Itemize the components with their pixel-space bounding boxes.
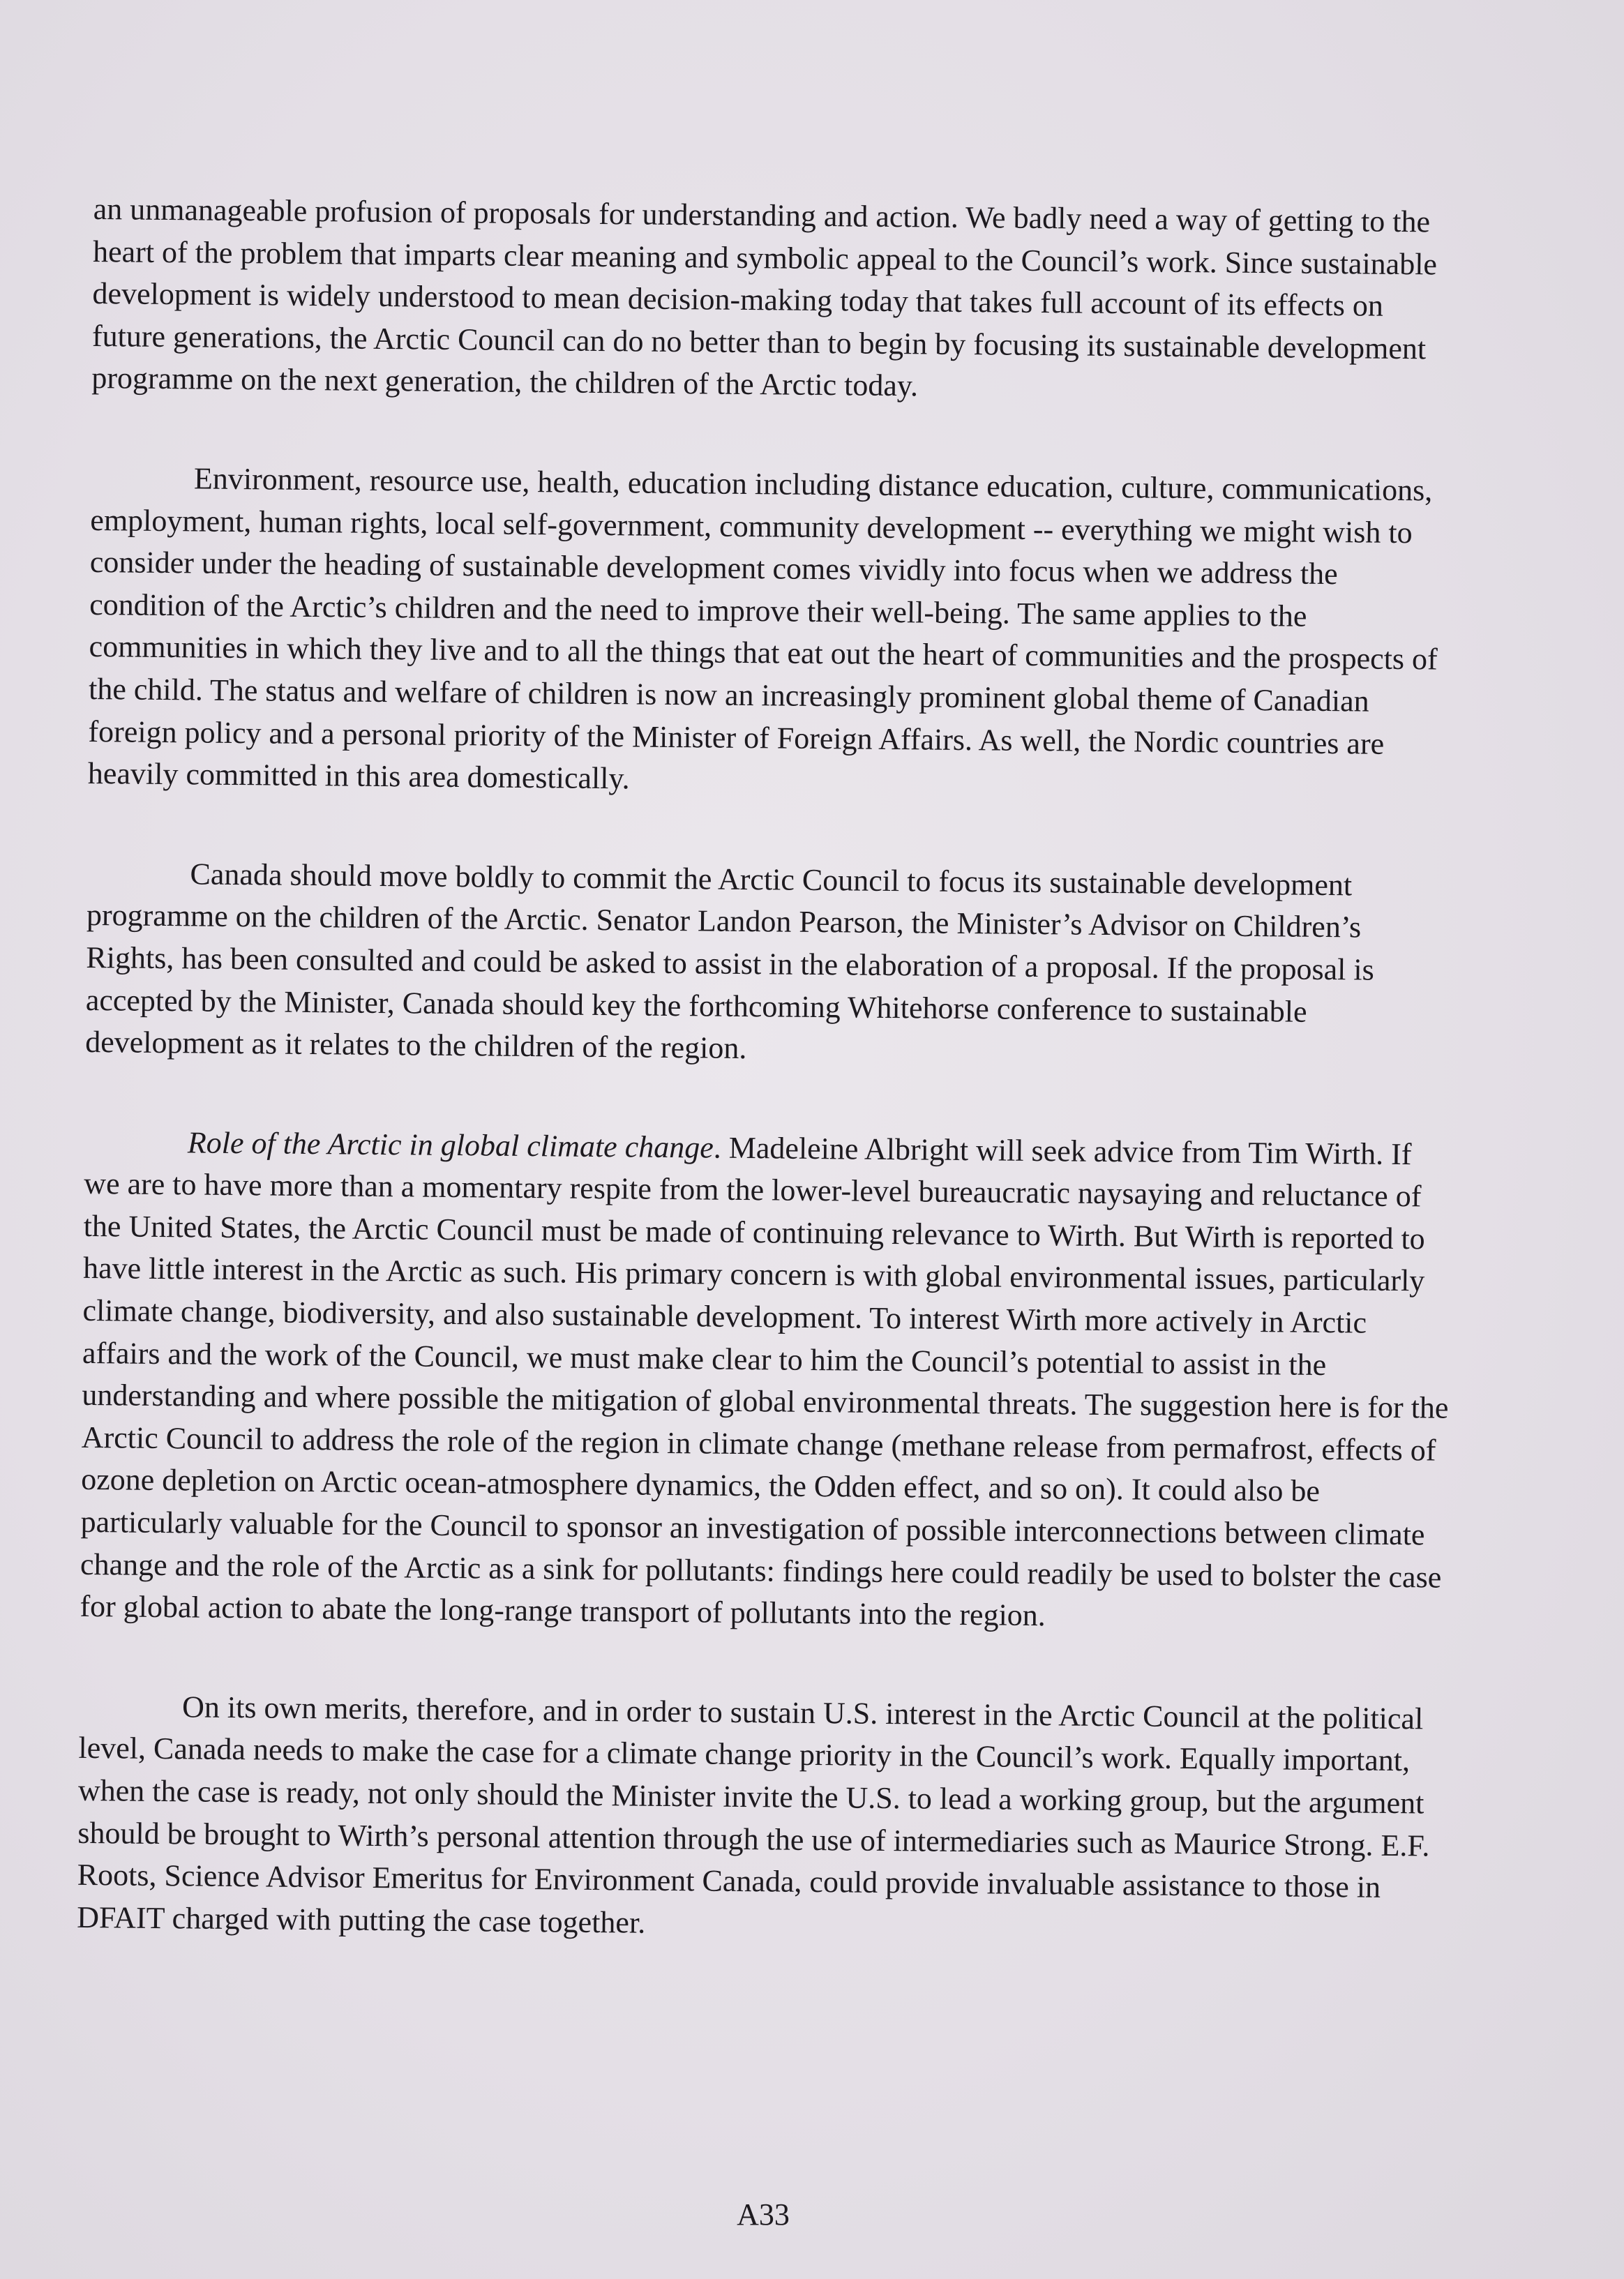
- paragraph-4: [80, 1121, 1452, 1641]
- paragraph-2: [88, 457, 1459, 808]
- body-text: [77, 188, 1461, 1952]
- paragraph-4-text: . Madeleine Albright will seek advice from Tim Wirth. If we are to have more than a momentary respite from the lower-level bureaucratic naysaying and reluctance of the United States, the Arctic Council must be made of continuing relevance to Wirth. But Wirth is reported to have little interest in the Arctic as such. His primary concern is with global environmental issues, particularly climate change, biodiversity, and also sustainable development. To interest Wirth more actively in Arctic affairs and the work of the Council, we must make clear to him the Council’s potential to assist in the understanding and where possible the mitigation of global environmental threats. The suggestion here is for the Arctic Council to address the role of the region in climate change (methane release from permafrost, effects of ozone depletion on Arctic ocean-atmosphere dynamics, the Odden effect, and so on). It could also be particularly valuable for the Council to sponsor an investigation of possible interconnections between climate change and the role of the Arctic as a sink for pollutants: findings here could readily be used to bolster the case for global action to abate the long-range transport of pollutants into the region.: [80, 1130, 1449, 1633]
- paragraph-5: [77, 1685, 1446, 1952]
- paragraph-1: [91, 188, 1461, 413]
- paragraph-4-run-in-heading: Role of the Arctic in global climate change: [187, 1125, 714, 1165]
- paragraph-3-text: Canada should move boldly to commit the Arctic Council to focus its sustainable development programme on the children of the Arctic. Senator Landon Pearson, the Minister’s Advisor on Children’s Rights, has been consulted and could be asked to assist in the elaboration of a proposal. If the proposal is accepted by the Minister, Canada should key the forthcoming Whitehorse conference to sustainable development as it relates to the children of the region.: [85, 857, 1374, 1066]
- paragraph-5-text: On its own merits, therefore, and in order to sustain U.S. interest in the Arctic Council at the political level, Canada needs to make the case for a climate change priority in the Council’s work. Equally important, when the case is ready, not only should the Minister invite the U.S. to lead a working group, but the argument should be brought to Wirth’s personal attention through the use of intermediaries such as Maurice Strong. E.F. Roots, Science Advisor Emeritus for Environment Canada, could provide invaluable assistance to those in DFAIT charged with putting the case together.: [76, 1690, 1430, 1940]
- page-number: A33: [737, 2197, 790, 2232]
- paragraph-2-text: Environment, resource use, health, education including distance education, culture, communications, employment, human rights, local self-government, community development -- everything we might wish to consider under the heading of sustainable development comes vividly into focus when we address the condition of the Arctic’s children and the need to improve their well-being. The same applies to the communities in which they live and to all the things that eat out the heart of communities and the prospects of the child. The status and welfare of children is now an increasingly prominent global theme of Canadian foreign policy and a personal priority of the Minister of Foreign Affairs. As well, the Nordic countries are heavily committed in this area domestically.: [87, 461, 1438, 796]
- paragraph-3: [85, 852, 1454, 1077]
- paragraph-1-text: an unmanageable profusion of proposals for understanding and action. We badly need a way of getting to the heart of the problem that imparts clear meaning and symbolic appeal to the Council’s work. Since sustainable development is widely understood to mean decision-making today that takes full account of its effects on future generations, the Arctic Council can do no better than to begin by focusing its sustainable development programme on the next generation, the children of the Arctic today.: [91, 191, 1438, 403]
